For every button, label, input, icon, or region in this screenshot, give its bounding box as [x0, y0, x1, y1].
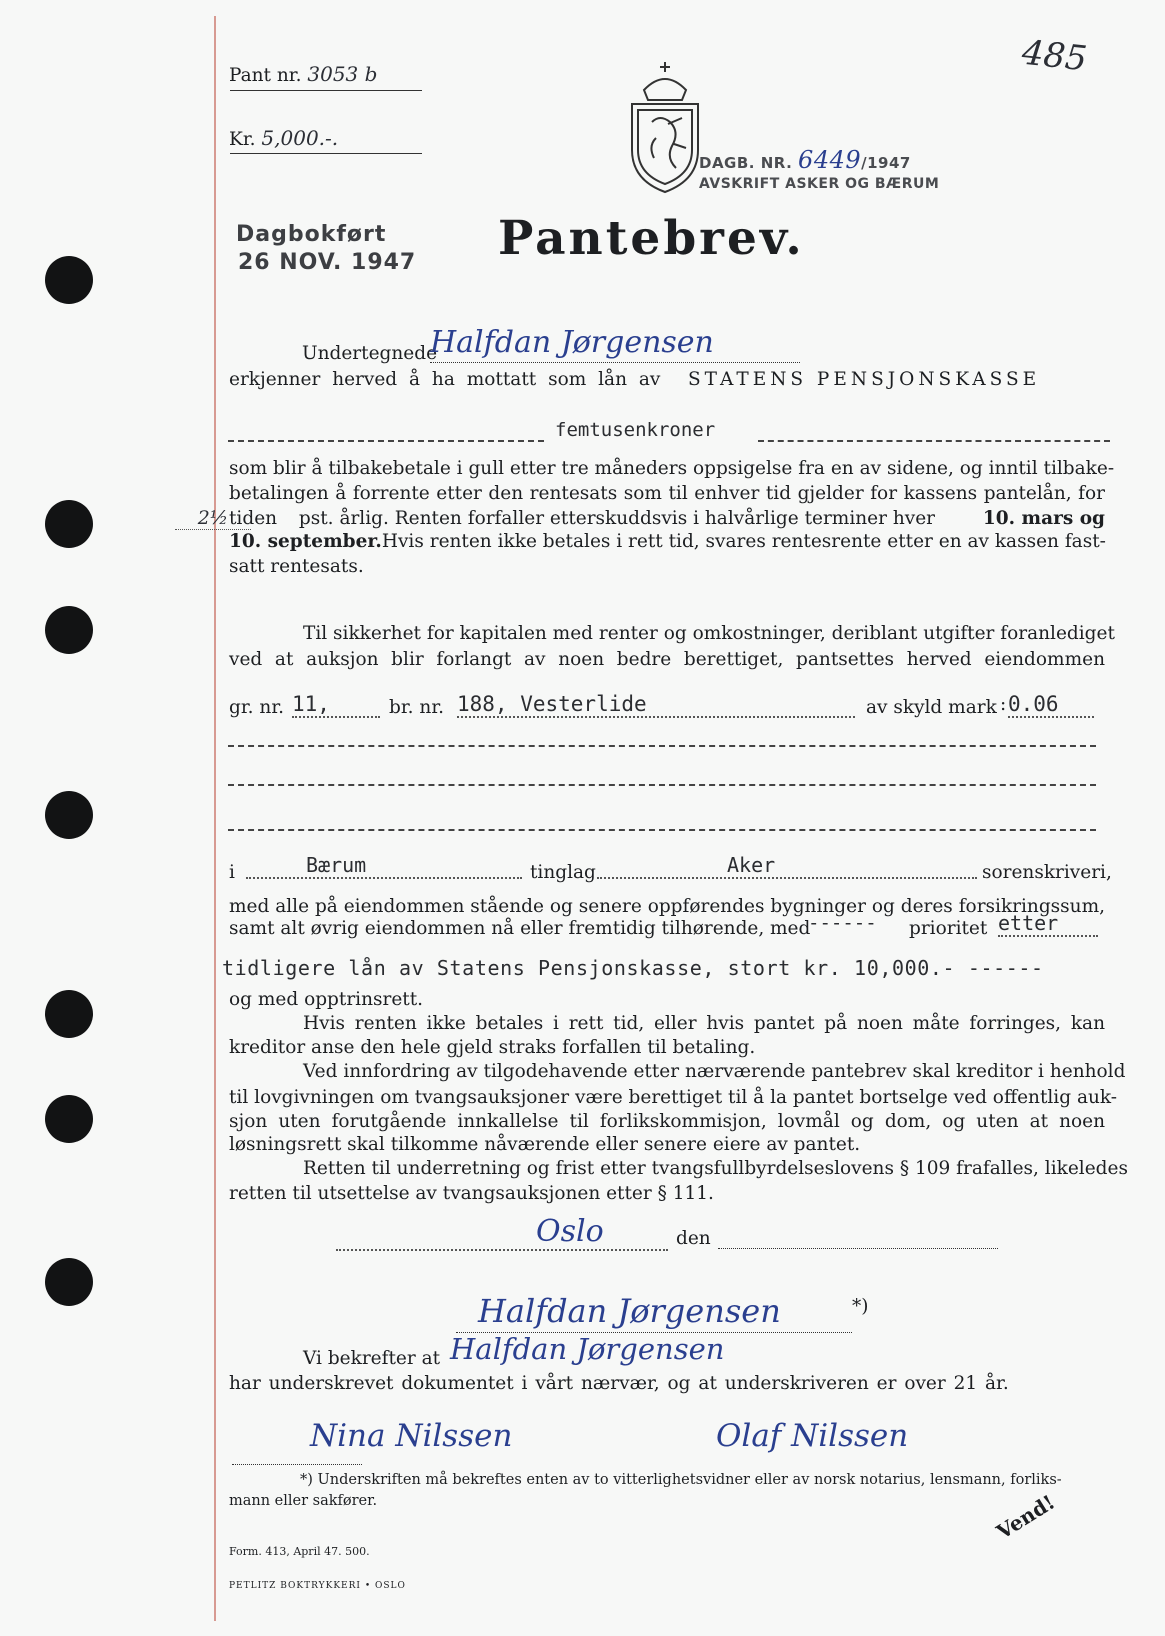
punch-hole [45, 256, 93, 304]
security-line-2: ved at auksjon blir forlangt av noen bedre berettiget, pantsettes herved eiendommen [229, 649, 1105, 670]
punch-hole [45, 990, 93, 1038]
punch-hole [45, 606, 93, 654]
page-number: 485 [1020, 32, 1089, 80]
terms-line-3-text: pst. årlig. Renten forfaller etterskuddsvis i halvårlige terminer hver [298, 508, 935, 529]
dagbokfort-stamp: Dagbokført [236, 222, 387, 247]
witness-1-signature: Nina Nilssen [310, 1418, 513, 1454]
rate-value: 2½ [175, 507, 251, 530]
prioritet-label: prioritet [909, 918, 988, 939]
erkjenner-text: erkjenner herved å ha mottatt som lån av [229, 369, 661, 390]
tinglag-label: tinglag [530, 862, 596, 883]
kr-field [229, 126, 338, 150]
september-date: 10. september. [229, 531, 382, 552]
location-line-2: med alle på eiendommen stående og senere oppførendes bygninger og deres forsikringssum, [229, 896, 1105, 917]
i-label: i [229, 862, 235, 883]
pant-field [229, 62, 407, 86]
dagb-stamp [699, 146, 911, 174]
footnote-line-1: *) Underskriften må bekreftes enten av to vitterlighetsvidner eller av norsk notarius, lensmann, forliks- [300, 1472, 1062, 1488]
location-line-3: samt alt øvrig eiendommen nå eller fremtidig tilhørende, [229, 918, 765, 939]
oppt-line: og med opptrinsrett. [229, 989, 424, 1010]
signature-asterisk: *) [852, 1296, 869, 1317]
amount-dash-right [758, 440, 1110, 442]
security-line-1: Til sikkerhet for kapitalen med renter og omkostninger, deriblant utgifter foranlediget [303, 623, 1115, 644]
skyld-label: av skyld mark [866, 697, 997, 718]
punch-hole [45, 500, 93, 548]
kr-underline [230, 153, 422, 154]
clause-2-line-4: løsningsrett skal tilkomme nåværende eller senere eiere av pantet. [229, 1134, 861, 1155]
footnote-separator [232, 1464, 362, 1465]
signing-place: Oslo [336, 1214, 668, 1251]
br-label: br. nr. [389, 697, 445, 718]
punch-hole [45, 1095, 93, 1143]
pant-value: 3053 b [307, 62, 378, 86]
terms-line-5: satt rentesats. [229, 556, 364, 577]
terms-line-1: som blir å tilbakebetale i gull etter tre måneders oppsigelse fra en av sidene, og inntil tilbake- [229, 458, 1115, 479]
prior-loan-line: tidligere lån av Statens Pensjonskasse, stort kr. 10,000.- ------ [222, 956, 1044, 980]
clause-3-line-2: retten til utsettelse av tvangsauksjonen etter § 111. [229, 1183, 714, 1204]
kr-label: Kr. [229, 129, 256, 150]
avskrift-stamp: AVSKRIFT ASKER OG BÆRUM [699, 176, 940, 192]
har-line: har underskrevet dokumentet i vårt nærvær, og at underskriveren er over 21 år. [229, 1373, 1009, 1394]
terms-line-4-text: Hvis renten ikke betales i rett tid, svares rentesrente etter en av kassen fast- [381, 531, 1106, 552]
terms-line-3 [197, 507, 1105, 530]
dagb-value: 6449 [798, 146, 862, 174]
terms-line-4 [229, 531, 1105, 552]
clause-2-line-1: Ved innfordring av tilgodehavende etter nærværende pantebrev skal kreditor i henhold [303, 1061, 1126, 1082]
clause-1-line-2: kreditor anse den hele gjeld straks forfallen til betaling. [229, 1037, 756, 1058]
erkjenner-line [229, 369, 660, 390]
terms-line-2: betalingen å forrente etter den rentesats som til enhver tid gjelder for kassens pantelån, for [229, 483, 1105, 504]
blank-dash-line [228, 829, 1096, 831]
blank-dash-line [228, 784, 1096, 786]
undertegnede-label: Undertegnede [302, 343, 438, 364]
printer-name: PETLITZ BOKTRYKKERI • OSLO [229, 1581, 406, 1591]
gr-label: gr. nr. [229, 697, 285, 718]
clause-3-line-1: Retten til underretning og frist etter tvangsfullbyrdelseslovens § 109 frafalles, likeledes [303, 1158, 1128, 1179]
amount-words: femtusenkroner [555, 419, 716, 441]
med-value: ------ [808, 912, 877, 934]
punch-hole [45, 791, 93, 839]
clause-2-line-2: til lovgivningen om tvangsauksjoner være berettiget til å la pantet bortselge ved offentlig auk- [229, 1087, 1118, 1108]
form-number: Form. 413, April 47. 500. [229, 1545, 370, 1558]
document-page: Pant nr. 3053 b Kr. 5,000.-. 485 DAGB. NR. 6449/1947 AVSKRIFT ASKER OG BÆRUM Dagbokført 26 NOV. 1947 Pantebrev. Undertegnede Halfdan Jørgensen erkjenner herved å ha mottatt som lån av STATENS PENSJONSKASSE femtusenkroner som blir å tilbakebetale i gull etter tre måneders oppsigelse fra en av sidene, og inntil tilbake- betalingen å forrente etter den rentesats som til enhver tid gjelder for kassens pantelån, for tiden 2½ pst. årlig. Renten forfaller etterskuddsvis i halvårlige terminer hver 10. mars og 10. september. Hvis renten ikke betales i rett tid, svares rentesrente etter en av kassen fast- satt rentesats. Til sikkerhet for kapitalen med renter og omkostninger, deriblant utgifter foranlediget ved at auksjon blir forlangt av noen bedre berettiget, pantsettes herved eiendommen gr. nr. 11, br. nr. 188, Vesterlide av skyld mark : 0.06 i Bærum tinglag Aker sorenskriveri, med alle på eiendommen stående og senere oppførendes bygninger og deres forsikringssum, samt alt øvrig eiendommen nå eller fremtidig tilhørende, med ------ prioritet etter tidligere lån av Statens Pensjonskasse, stort kr. 10,000.- ------ og med opptrinsrett. Hvis renten ikke betales i rett tid, eller hvis pantet på noen måte forringes, kan kreditor anse den hele gjeld straks forfallen til betaling. Ved innfordring av tilgodehavende etter nærværende pantebrev skal kreditor i henhold til lovgivningen om tvangsauksjoner være berettiget til å la pantet bortselge ved offentlig auk- sjon uten forutgående innkallelse til forlikskommisjon, lovmål og dom, og uten at noen løsningsrett skal tilkomme nåværende eller senere eiere av pantet. Retten til underretning og frist etter tvangsfullbyrdelseslovens § 109 frafalles, likeledes retten til utsettelse av tvangsauksjonen etter § 111. Oslo den Halfdan Jørgensen *) Vi bekrefter at Halfdan Jørgensen har underskrevet dokumentet i vårt nærvær, og at underskriveren er over 21 år. Nina Nilssen Olaf Nilssen *) Underskriften må bekreftes enten av to vitterlighetsvidner eller av norsk notarius, lensmann, forliks- mann eller sakfører. Form. 413, April 47. 500. PETLITZ BOKTRYKKERI • OSLO Vend! [0, 0, 1165, 1636]
witness-2-signature: Olaf Nilssen [716, 1418, 909, 1454]
clause-1-line-1: Hvis renten ikke betales i rett tid, eller hvis pantet på noen måte forringes, kan [303, 1013, 1105, 1034]
amount-dash-left [228, 440, 544, 442]
sorenskriveri-label: sorenskriveri, [982, 862, 1112, 883]
municipality-value: Bærum [246, 853, 522, 879]
margin-rule [214, 16, 216, 1621]
med-label: med [770, 918, 811, 939]
march-date: 10. mars og [982, 508, 1105, 529]
punch-hole [45, 1258, 93, 1306]
borrower-signature: Halfdan Jørgensen [478, 1292, 781, 1330]
den-label: den [676, 1228, 711, 1249]
district-value: Aker [597, 853, 977, 879]
dagb-label: DAGB. NR. [699, 154, 793, 172]
confirmed-name: Halfdan Jørgensen [450, 1332, 725, 1366]
prioritet-value: etter [998, 911, 1098, 937]
pant-label: Pant nr. [229, 65, 302, 86]
pant-underline [230, 90, 422, 91]
clause-2-line-3: sjon uten forutgående innkallelse til forlikskommisjon, lovmål og dom, og uten at noen [229, 1111, 1105, 1132]
tiden-label: tiden [229, 508, 278, 529]
blank-dash-line [228, 745, 1096, 747]
skyld-value: 0.06 [1008, 692, 1094, 718]
lender-name: STATENS PENSJONSKASSE [688, 369, 1041, 390]
signer-underline [430, 362, 800, 363]
dagbokfort-date: 26 NOV. 1947 [238, 250, 417, 275]
signer-name: Halfdan Jørgensen [430, 325, 714, 360]
footnote-line-2: mann eller sakfører. [229, 1493, 378, 1509]
gr-value: 11, [292, 692, 380, 718]
vi-bekrefter-label: Vi bekrefter at [303, 1348, 441, 1369]
coat-of-arms-icon [622, 60, 708, 195]
dagb-year: /1947 [861, 154, 911, 172]
br-value: 188, Vesterlide [457, 692, 855, 718]
page-title: Pantebrev. [498, 211, 805, 266]
kr-value: 5,000.-. [261, 126, 339, 150]
vend-label: Vend! [992, 1489, 1060, 1544]
date-underline [718, 1248, 998, 1249]
